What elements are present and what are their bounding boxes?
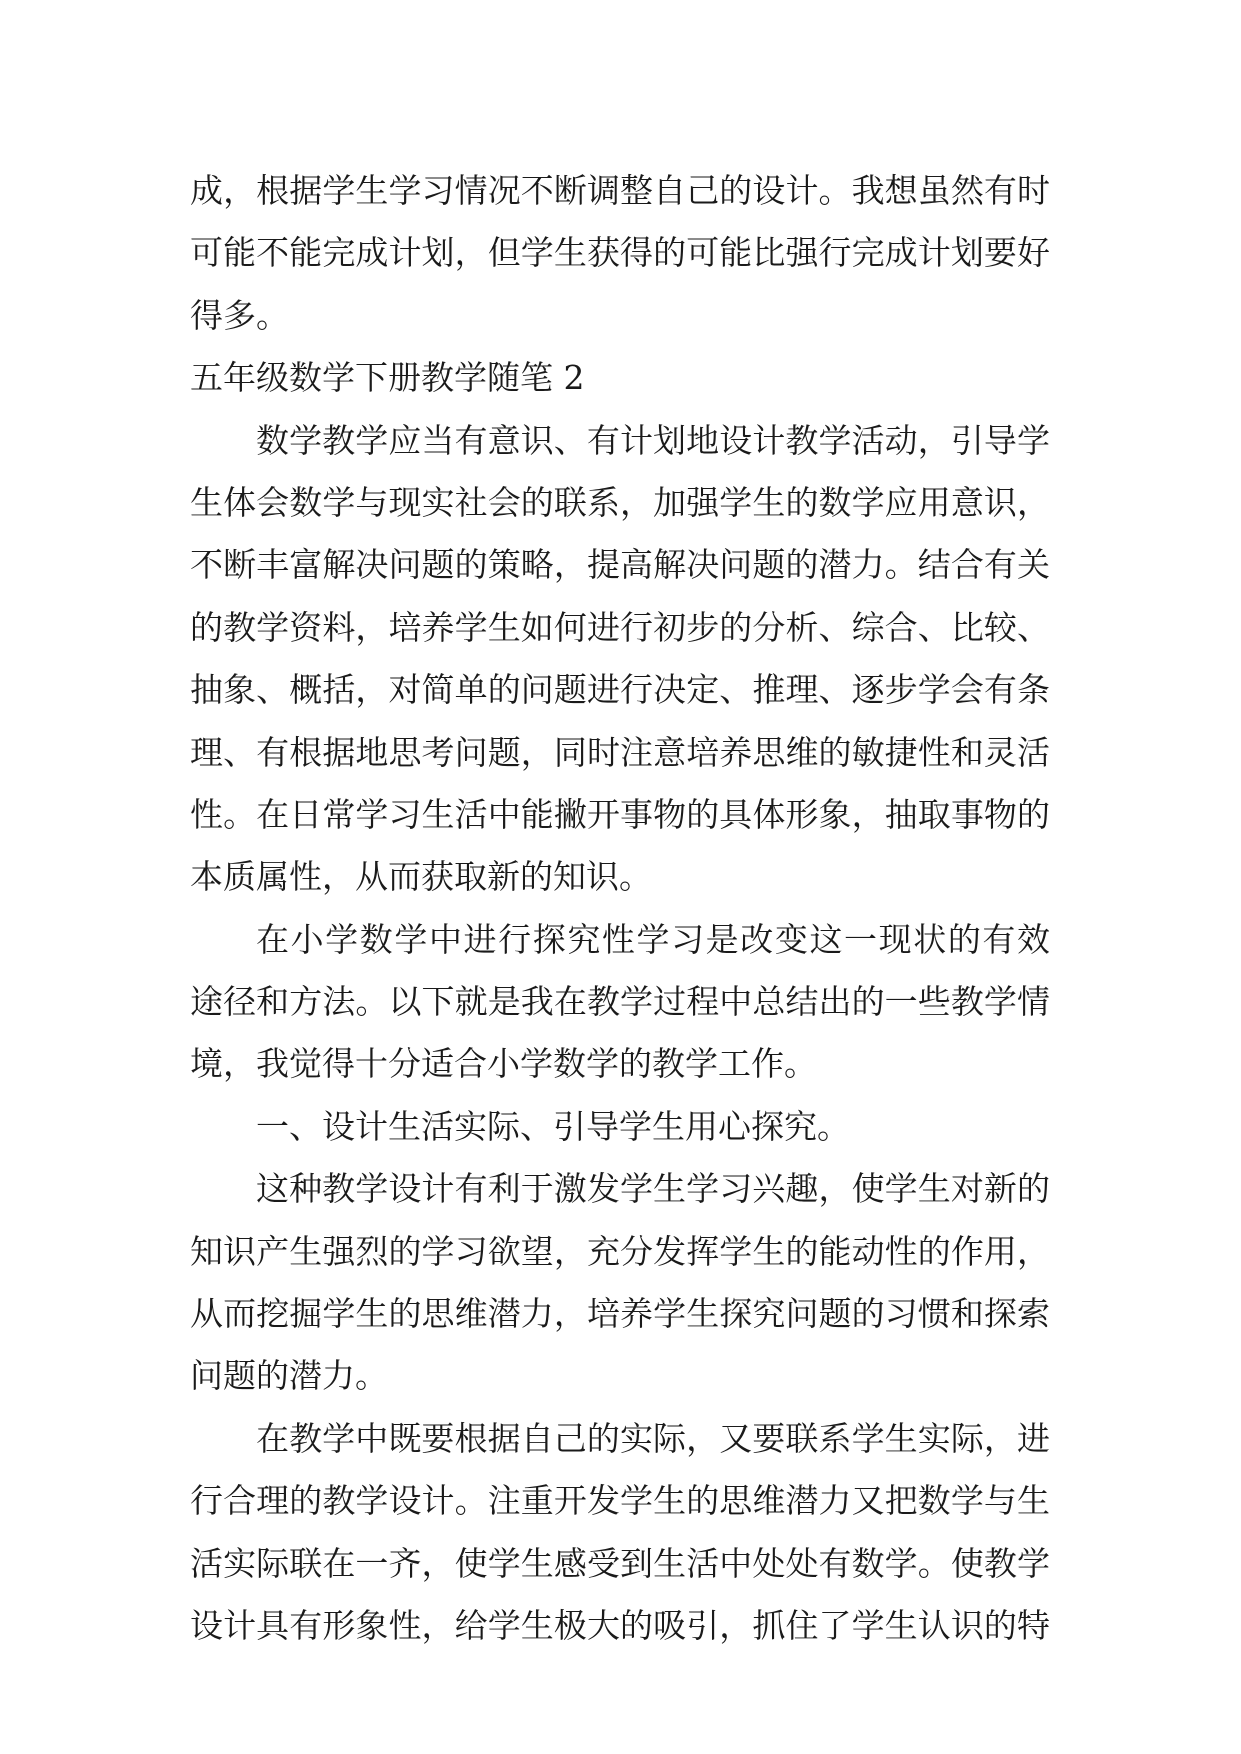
paragraph [190, 1408, 1050, 1658]
text-line: 本质属性，从而获取新的知识。 [190, 857, 652, 897]
text-line: 设计具有形象性，给学生极大的吸引，抓住了学生认识的特 [190, 1605, 1050, 1645]
text-line: 从而挖掘学生的思维潜力，培养学生探究问题的习惯和探索 [190, 1294, 1050, 1334]
text-line: 这种教学设计有利于激发学生学习兴趣，使学生对新的 [256, 1169, 1050, 1209]
text-line: 的教学资料，培养学生如何进行初步的分析、综合、比较、 [190, 607, 1050, 647]
paragraph [190, 1158, 1050, 1408]
text-line: 生体会数学与现实社会的联系，加强学生的数学应用意识， [190, 482, 1050, 522]
section-heading [190, 347, 1050, 409]
text-line: 在小学数学中进行探究性学习是改变这一现状的有效 [256, 919, 1050, 959]
text-line: 不断丰富解决问题的策略，提高解决问题的潜力。结合有关 [190, 545, 1050, 585]
text-line: 得多。 [190, 295, 289, 335]
text-line: 在教学中既要根据自己的实际，又要联系学生实际，进 [256, 1418, 1050, 1458]
text-line: 行合理的教学设计。注重开发学生的思维潜力又把数学与生 [190, 1481, 1050, 1521]
document-page [190, 160, 1050, 1657]
text-line: 问题的潜力。 [190, 1356, 388, 1396]
text-line: 成，根据学生学习情况不断调整自己的设计。我想虽然有时 [190, 171, 1050, 210]
text-line: 知识产生强烈的学习欲望，充分发挥学生的能动性的作用， [190, 1231, 1050, 1271]
heading-text: 五年级数学下册教学随笔 2 [190, 358, 585, 398]
text-line: 可能不能完成计划，但学生获得的可能比强行完成计划要好 [190, 233, 1050, 273]
paragraph [190, 410, 1050, 909]
text-line: 抽象、概括，对简单的问题进行决定、推理、逐步学会有条 [190, 670, 1050, 710]
paragraph [190, 909, 1050, 1096]
paragraph [190, 1096, 1050, 1158]
text-line: 活实际联在一齐，使学生感受到生活中处处有数学。使教学 [190, 1543, 1050, 1583]
text-line: 途径和方法。以下就是我在教学过程中总结出的一些教学情 [190, 982, 1050, 1022]
text-line: 数学教学应当有意识、有计划地设计教学活动，引导学 [256, 420, 1050, 460]
text-line: 境，我觉得十分适合小学数学的教学工作。 [190, 1044, 817, 1084]
text-line: 一、设计生活实际、引导学生用心探究。 [256, 1106, 850, 1146]
text-line: 理、有根据地思考问题，同时注意培养思维的敏捷性和灵活 [190, 732, 1050, 772]
paragraph [190, 160, 1050, 347]
text-line: 性。在日常学习生活中能撇开事物的具体形象，抽取事物的 [190, 794, 1050, 834]
